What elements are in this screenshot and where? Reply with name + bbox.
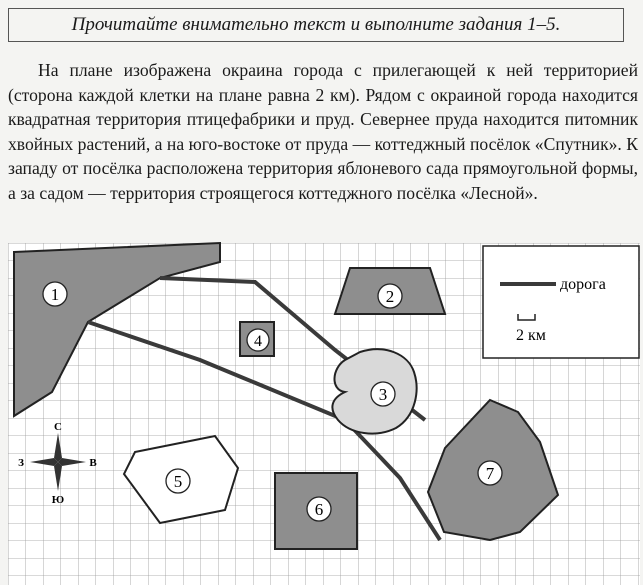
region-label-2 <box>378 284 402 308</box>
region-label-4 <box>247 329 269 351</box>
svg-text:6: 6 <box>314 500 324 519</box>
map-plan <box>0 240 643 585</box>
compass-north-label: С <box>54 421 62 433</box>
compass-west-label: З <box>18 457 24 469</box>
compass-south-label: Ю <box>51 494 65 506</box>
svg-text:2: 2 <box>385 287 395 306</box>
svg-text:7: 7 <box>485 464 495 483</box>
svg-text:4: 4 <box>254 333 262 350</box>
compass-east-label: В <box>89 457 97 469</box>
region-label-7 <box>478 461 502 485</box>
region-label-5 <box>166 469 190 493</box>
legend-road-label: дорога <box>560 276 606 293</box>
region-label-1 <box>43 282 67 306</box>
region-label-3 <box>371 382 395 406</box>
svg-text:5: 5 <box>173 472 183 491</box>
task-instruction: Прочитайте внимательно текст и выполните задания 1–5. <box>71 14 561 35</box>
svg-text:1: 1 <box>50 285 60 304</box>
task-paragraph: На плане изображена окраина города с прилегающей к ней территорией (сторона каждой клетки на плане равна 2 км). Рядом с окраиной города находится квадратная территория птицефабрики и пруд. Севернее пруда находится питомник хвойных растений, а на юго-востоке от пруда — коттеджный посёлок «Спутник». К западу от посёлка расположена территория яблоневого сада прямоугольной формы, а за садом — территория строящегося коттеджного посёлка «Лесной». <box>8 60 638 203</box>
legend-box <box>483 246 639 358</box>
legend-scale-label: 2 км <box>516 327 546 344</box>
svg-text:3: 3 <box>378 385 388 404</box>
region-label-6 <box>307 497 331 521</box>
legend <box>483 246 639 358</box>
task-instruction-box <box>8 8 624 42</box>
